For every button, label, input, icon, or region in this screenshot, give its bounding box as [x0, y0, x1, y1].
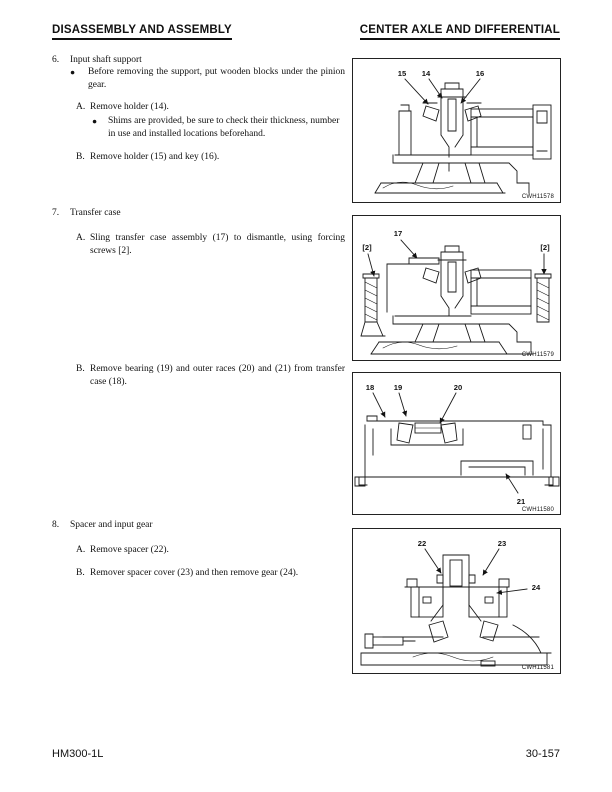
figure-callout-2-right: [2] [540, 243, 550, 252]
figure-callout-17: 17 [393, 229, 403, 238]
figure-code: CWH11581 [521, 665, 554, 671]
cross-section-drawing [353, 59, 560, 202]
bullet-icon: ● [92, 116, 98, 126]
step-label: B. [76, 152, 85, 162]
section-7-step-b [76, 363, 345, 388]
section-8-step-a [76, 544, 345, 557]
figure-callout-21: 21 [516, 497, 526, 506]
section-6-shim-note [92, 115, 345, 140]
step-label: B. [76, 364, 85, 374]
figure-callout-18: 18 [365, 383, 375, 392]
step-text: Remover spacer cover (23) and then remove gear (24). [90, 568, 299, 578]
header-section-title: DISASSEMBLY AND ASSEMBLY [52, 24, 232, 40]
step-label: A. [76, 545, 86, 555]
figure-transfer-case-housing [352, 372, 561, 515]
figure-code: CWH11578 [521, 194, 554, 200]
cross-section-drawing [353, 529, 560, 673]
section-8-heading [52, 519, 345, 532]
shim-note-text: Shims are provided, be sure to check their thickness, number in use and installed locations beforehand. [108, 116, 340, 139]
figure-callout-24: 24 [531, 583, 541, 592]
section-6-heading [52, 54, 345, 67]
section-6-step-a [76, 101, 345, 114]
figure-callout-2-left: [2] [362, 243, 372, 252]
section-6-step-b [76, 151, 345, 164]
footer-page-number: 30-157 [525, 748, 560, 760]
figure-callout-19: 19 [393, 383, 403, 392]
step-text: Remove bearing (19) and outer races (20) and (21) from transfer case (18). [90, 364, 345, 387]
step-text: Remove spacer (22). [90, 545, 169, 555]
section-6-note [70, 66, 345, 91]
step-text: Remove holder (15) and key (16). [90, 152, 220, 162]
step-text: Remove holder (14). [90, 102, 169, 112]
section-title: Spacer and input gear [70, 520, 153, 530]
section-number: 8. [52, 520, 60, 530]
step-text: Sling transfer case assembly (17) to dismantle, using forcing screws [2]. [90, 233, 345, 256]
figure-callout-15: 15 [397, 69, 407, 78]
section-title: Input shaft support [70, 55, 142, 65]
section-number: 7. [52, 208, 60, 218]
figure-code: CWH11580 [521, 507, 554, 513]
cross-section-drawing [353, 216, 560, 360]
figure-input-shaft-support [352, 58, 561, 203]
section-7-step-a [76, 232, 345, 257]
note-text: Before removing the support, put wooden blocks under the pinion gear. [88, 67, 345, 90]
footer-model-code: HM300-1L [52, 748, 104, 760]
step-label: B. [76, 568, 85, 578]
figure-callout-22: 22 [417, 539, 427, 548]
figure-callout-20: 20 [453, 383, 463, 392]
cross-section-drawing [353, 373, 560, 514]
section-8-step-b [76, 567, 345, 580]
step-label: A. [76, 102, 86, 112]
section-7-heading [52, 207, 345, 220]
bullet-icon: ● [70, 67, 76, 77]
section-number: 6. [52, 55, 60, 65]
header-chapter-title: CENTER AXLE AND DIFFERENTIAL [360, 24, 560, 40]
section-title: Transfer case [70, 208, 121, 218]
figure-callout-16: 16 [475, 69, 485, 78]
figure-callout-23: 23 [497, 539, 507, 548]
figure-transfer-case-sling [352, 215, 561, 361]
figure-callout-14: 14 [421, 69, 431, 78]
figure-code: CWH11579 [521, 352, 554, 358]
figure-spacer-input-gear [352, 528, 561, 674]
step-label: A. [76, 233, 86, 243]
